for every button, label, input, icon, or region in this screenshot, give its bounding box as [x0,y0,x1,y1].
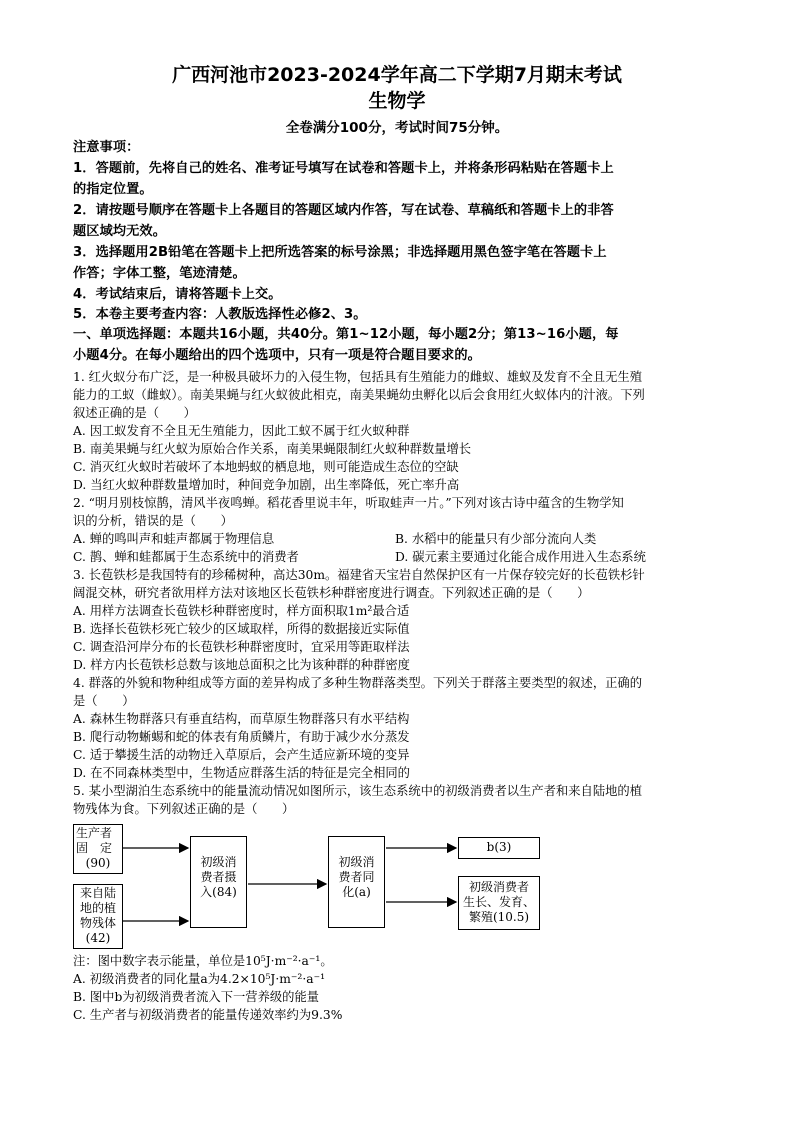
q2-option-a: A. 蝉的鸣叫声和蛙声都属于物理信息 [73,532,275,546]
q1-stem: 能力的工蚁（雌蚁）。南美果蝇与红火蚁彼此相克，南美果蝇幼虫孵化以后会食用红火蚁体内的汁液。下列 [73,388,645,402]
q5-option-a: A. 初级消费者的同化量a为4.2×10⁵J·m⁻²·a⁻¹ [73,972,326,986]
producer-label: 生产者 [76,826,113,840]
q2-stem: 2. “明月别枝惊鹊，清风半夜鸣蝉。稻花香里说丰年，听取蛙声一片。”下列对该古诗中蕴含的生物学知 [73,496,624,510]
q5-stem: 物残体为食。下列叙述正确的是（ ） [73,802,295,816]
q4-option-a: A. 森林生物群落只有垂直结构，而草原生物群落只有水平结构 [73,712,410,726]
note-line: 3．选择题用2B铅笔在答题卡上把所选答案的标号涂黑；非选择题用黑色签字笔在答题卡上 [73,245,607,260]
notes-heading: 注意事项： [73,140,140,155]
q1-option-a: A. 因工蚁发育不全且无生殖能力，因此工蚁不属于红火蚁种群 [73,424,410,438]
subject-title: 生物学 [368,90,426,112]
energy-flow-diagram [70,822,550,950]
q1-option-b: B. 南美果蝇与红火蚁为原始合作关系，南美果蝇限制红火蚁种群数量增长 [73,442,472,456]
q3-option-d: D. 样方内长苞铁杉总数与该地总面积之比为该种群的种群密度 [73,658,410,672]
q4-option-c: C. 适于攀援生活的动物迁入草原后，会产生适应新环境的变异 [73,748,410,762]
q1-stem: 1. 红火蚁分布广泛，是一种极具破坏力的入侵生物，包括具有生殖能力的雌蚁、雄蚁及发育不全且无生殖 [73,370,643,384]
land-label: 地的植 [79,901,116,915]
note-line: 5．本卷主要考查内容：人教版选择性必修2、3。 [73,307,367,322]
q3-stem: 阔混交林，研究者欲用样方法对该地区长苞铁杉种群密度进行调查。下列叙述正确的是（ ） [73,586,590,600]
growth-label: 初级消费者 [468,880,529,894]
q2-stem: 识的分析，错误的是（ ） [73,514,233,528]
q2-option-c: C. 鹊、蝉和蛙都属于生态系统中的消费者 [73,550,299,564]
producer-box [73,824,123,874]
q4-option-d: D. 在不同森林类型中，生物适应群落生活的特征是完全相同的 [73,766,410,780]
q3-option-c: C. 调查沿河岸分布的长苞铁杉种群密度时，宜采用等距取样法 [73,640,410,654]
q1-stem: 叙述正确的是（ ） [73,406,196,420]
q3-option-a: A. 用样方法调查长苞铁杉种群密度时，样方面积取1m²最合适 [73,604,410,618]
producer-value: (90) [85,856,111,870]
note-line: 作答；字体工整，笔迹清楚。 [73,266,246,281]
growth-label: 繁殖(10.5) [468,910,530,924]
land-label: 物残体 [79,916,116,930]
note-line: 题区域均无效。 [73,224,167,239]
assim-label: 费者同 [338,870,375,884]
section-heading: 一、单项选择题：本题共16小题，共40分。第1~12小题，每小题2分；第13~16小题，每 [73,327,619,342]
q5-option-b: B. 图中b为初级消费者流入下一营养级的能量 [73,990,320,1004]
intake-label: 费者摄 [200,870,237,884]
q1-option-d: D. 当红火蚁种群数量增加时，种间竞争加剧，出生率降低，死亡率升高 [73,478,460,492]
assim-label: 初级消 [338,855,375,869]
note-line: 的指定位置。 [73,182,153,197]
q4-stem: 4. 群落的外貌和物种组成等方面的差异构成了多种生物群落类型。下列关于群落主要类型的叙述，正确的 [73,676,643,690]
q5-option-c: C. 生产者与初级消费者的能量传递效率约为9.3% [73,1008,343,1022]
q3-option-b: B. 选择长苞铁杉死亡较少的区域取样，所得的数据接近实际值 [73,622,410,636]
section-heading: 小题4分。在每小题给出的四个选项中，只有一项是符合题目要求的。 [73,348,481,363]
note-line: 1．答题前，先将自己的姓名、准考证号填写在试卷和答题卡上，并将条形码粘贴在答题卡上 [73,161,614,176]
q3-stem: 3. 长苞铁杉是我国特有的珍稀树种，高达30m。福建省天宝岩自然保护区有一片保存较完好的长苞铁杉针 [73,568,645,582]
q2-option-d: D. 碳元素主要通过化能合成作用进入生态系统 [395,550,646,564]
q4-option-b: B. 爬行动物蜥蜴和蛇的体表有角质鳞片，有助于减少水分蒸发 [73,730,410,744]
q4-stem: 是（ ） [73,694,135,708]
q2-options-row [73,548,723,566]
exam-title: 广西河池市2023-2024学年高二下学期7月期末考试 [172,64,622,86]
land-label: 来自陆 [79,886,116,900]
q5-stem: 5. 某小型湖泊生态系统中的能量流动情况如图所示，该生态系统中的初级消费者以生产者和来自陆地的植 [73,784,643,798]
note-line: 4．考试结束后，请将答题卡上交。 [73,287,282,302]
land-residue-box [73,884,123,949]
growth-label: 生长、发育、 [462,895,535,909]
land-value: (42) [85,931,111,945]
exam-info: 全卷满分100分，考试时间75分钟。 [285,120,509,136]
intake-label: 入(84) [200,885,237,899]
b-label: b(3) [486,840,512,854]
q5-note: 注：图中数字表示能量，单位是10⁵J·m⁻²·a⁻¹。 [73,954,333,968]
intake-label: 初级消 [200,855,237,869]
assim-label: 化(a) [342,885,371,899]
q2-options-row [73,530,723,548]
intake-box [190,836,247,928]
b-box [458,837,540,859]
note-line: 2．请按题号顺序在答题卡上各题目的答题区域内作答，写在试卷、草稿纸和答题卡上的非答 [73,203,614,218]
producer-label: 固 定 [76,841,113,855]
assimilation-box [328,836,385,928]
q2-option-b: B. 水稻中的能量只有少部分流向人类 [395,532,597,546]
growth-box [458,876,540,930]
q1-option-c: C. 消灭红火蚁时若破坏了本地蚂蚁的栖息地，则可能造成生态位的空缺 [73,460,459,474]
